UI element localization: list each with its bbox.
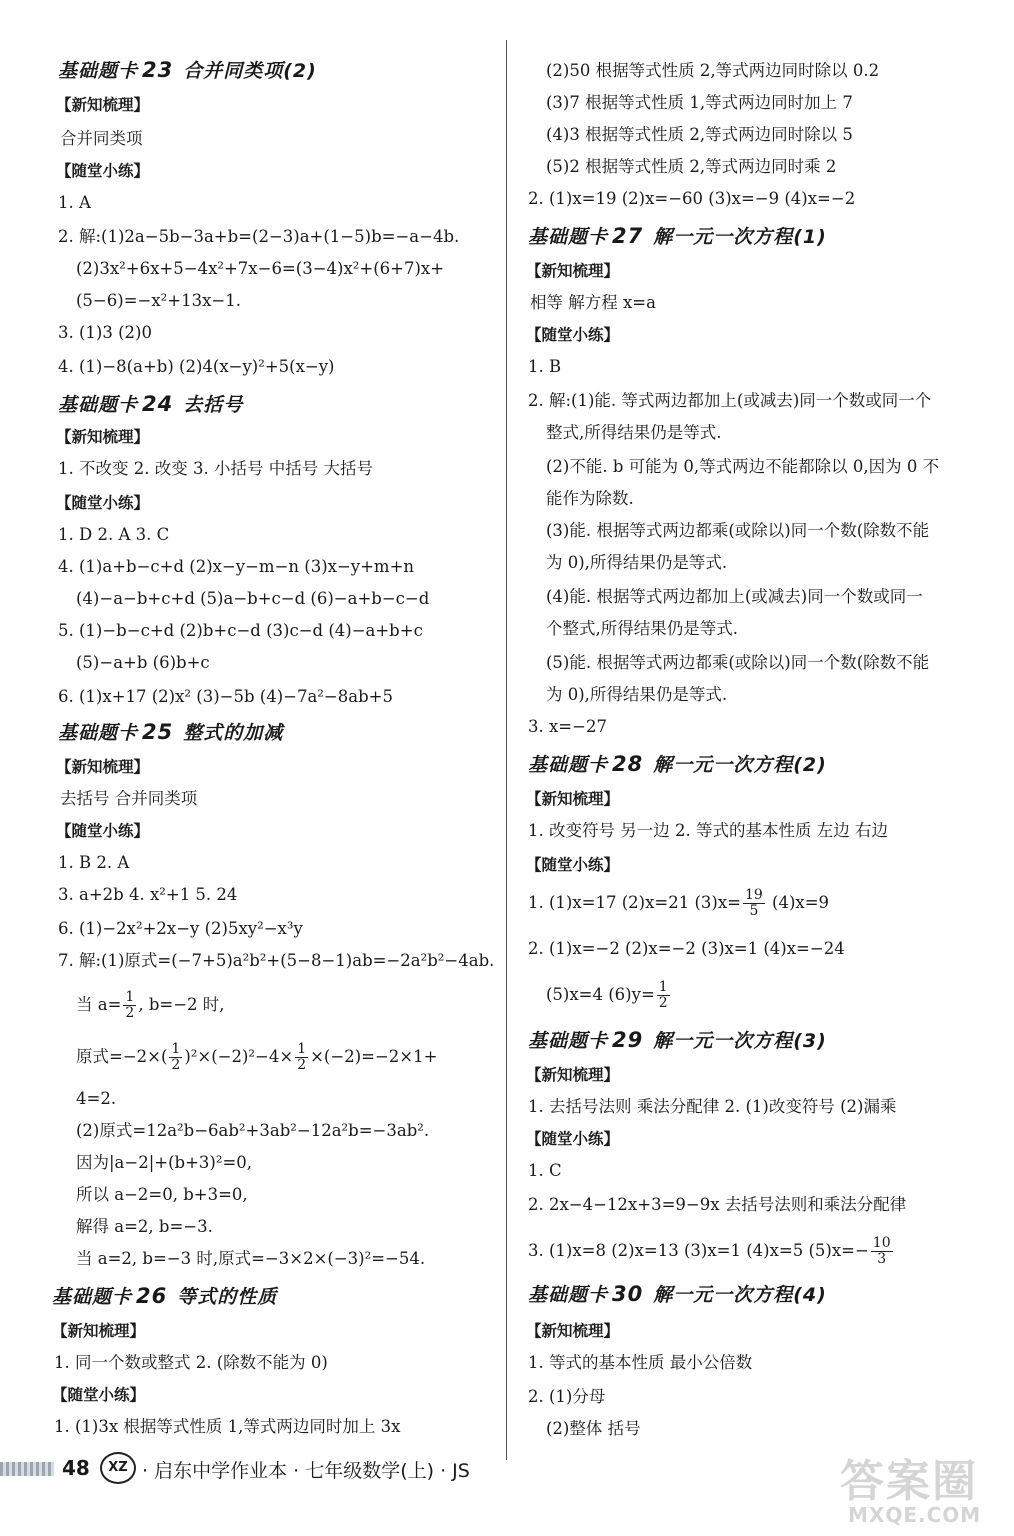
text-line: 7. 解:(1)原式=(−7+5)a²b²+(5−8−1)ab=−2a²b²−4ab.	[58, 951, 495, 970]
math-line: 3. (1)x=8 (2)x=13 (3)x=1 (4)x=5 (5)x=− $\frac{10}{3}$	[528, 1235, 891, 1267]
text-line: 因为|a−2|+(b+3)²=0,	[76, 1153, 253, 1172]
fraction: $\frac{1}{2}$	[171, 1041, 181, 1073]
text-line: 6. (1)x+17 (2)x² (3)−5b (4)−7a²−8ab+5	[58, 687, 393, 706]
text-line: 4. (1)a+b−c+d (2)x−y−m−n (3)x−y+m+n	[58, 557, 415, 576]
text-line: 1. 不改变 2. 改变 3. 小括号 中括号 大括号	[58, 459, 373, 478]
section-heading-30: 基础题卡 30 解一元一次方程(4)	[528, 1282, 827, 1306]
math-line: (5)x=4 (6)y= $\frac{1}{2}$	[546, 979, 668, 1011]
text-line: (2)原式=12a²b−6ab²+3ab²−12a²b=−3ab².	[76, 1121, 430, 1140]
subheading: 【随堂小练】	[56, 494, 150, 512]
text-line: 1. 同一个数或整式 2. (除数不能为 0)	[54, 1353, 328, 1372]
fraction: $\frac{1}{2}$	[658, 979, 668, 1011]
text-line: 去括号 合并同类项	[60, 789, 198, 808]
column-divider	[506, 40, 507, 1460]
text-line: 1. 改变符号 另一边 2. 等式的基本性质 左边 右边	[528, 821, 888, 840]
text-line: 4. (1)−8(a+b) (2)4(x−y)²+5(x−y)	[58, 357, 335, 376]
text-line: (3)能. 根据等式两边都乘(或除以)同一个数(除数不能	[546, 521, 930, 540]
text-line: 3. (1)3 (2)0	[58, 323, 152, 342]
text-line: (5−6)=−x²+13x−1.	[76, 291, 241, 310]
section-heading-27: 基础题卡 27 解一元一次方程(1)	[528, 224, 827, 248]
text-line: 1. A	[58, 193, 91, 212]
text-line: 整式,所得结果仍是等式.	[546, 423, 722, 442]
text-line: (5)能. 根据等式两边都乘(或除以)同一个数(除数不能	[546, 653, 930, 672]
math-line: 当 a= $\frac{1}{2}$ , b=−2 时,	[76, 989, 225, 1021]
text-line: (2)50 根据等式性质 2,等式两边同时除以 0.2	[546, 61, 880, 80]
text-line: 1. D 2. A 3. C	[58, 525, 170, 544]
subheading: 【随堂小练】	[526, 1130, 620, 1148]
subheading: 【新知梳理】	[526, 1066, 620, 1084]
watermark-logo: 答案圈	[840, 1456, 978, 1507]
subheading: 【新知梳理】	[56, 758, 150, 776]
fraction: $\frac{1}{2}$	[297, 1041, 307, 1073]
text-line: 1. B	[528, 357, 562, 376]
text-line: (2)整体 括号	[546, 1419, 641, 1438]
subheading: 【随堂小练】	[56, 822, 150, 840]
text-line: 为 0),所得结果仍是等式.	[546, 553, 728, 572]
section-heading-29: 基础题卡 29 解一元一次方程(3)	[528, 1028, 827, 1052]
subheading: 【随堂小练】	[526, 326, 620, 344]
text-line: 1. C	[528, 1161, 562, 1180]
math-line: 原式=−2×( $\frac{1}{2}$ )²×(−2)²−4× $\frac{1}{2}$ ×(−2)=−2×1+	[76, 1041, 438, 1073]
text-line: 3. x=−27	[528, 717, 607, 736]
text-line: 6. (1)−2x²+2x−y (2)5xy²−x³y	[58, 919, 303, 938]
text-line: (4)−a−b+c+d (5)a−b+c−d (6)−a+b−c−d	[76, 589, 430, 608]
text-line: (4)3 根据等式性质 2,等式两边同时除以 5	[546, 125, 853, 144]
text-line: 1. B 2. A	[58, 853, 130, 872]
text-line: 2. (1)x=19 (2)x=−60 (3)x=−9 (4)x=−2	[528, 189, 856, 208]
text-line: 合并同类项	[60, 129, 143, 148]
fraction: $\frac{1}{2}$	[125, 989, 135, 1021]
text-line: 2. (1)分母	[528, 1387, 606, 1406]
text-line: 为 0),所得结果仍是等式.	[546, 685, 728, 704]
watermark	[830, 1445, 1000, 1531]
text-line: 2. 解:(1)2a−5b−3a+b=(2−3)a+(1−5)b=−a−4b.	[58, 227, 460, 246]
fraction: $\frac{10}{3}$	[872, 1235, 891, 1267]
subheading: 【新知梳理】	[56, 428, 150, 446]
text-line: 解得 a=2, b=−3.	[76, 1217, 213, 1236]
page-number: 48	[62, 1456, 90, 1480]
text-line: (2)不能. b 可能为 0,等式两边不能都除以 0,因为 0 不	[546, 457, 940, 476]
text-line: (5)2 根据等式性质 2,等式两边同时乘 2	[546, 157, 837, 176]
publisher-logo-icon: XZ	[100, 1452, 136, 1484]
text-line: (3)7 根据等式性质 1,等式两边同时加上 7	[546, 93, 853, 112]
text-line: 1. (1)3x 根据等式性质 1,等式两边同时加上 3x	[54, 1417, 401, 1436]
text-line: 5. (1)−b−c+d (2)b+c−d (3)c−d (4)−a+b+c	[58, 621, 423, 640]
text-line: 2. 2x−4−12x+3=9−9x 去括号法则和乘法分配律	[528, 1195, 907, 1214]
subheading: 【随堂小练】	[52, 1386, 146, 1404]
text-line: 能作为除数.	[546, 489, 634, 508]
section-heading-25: 基础题卡 25 整式的加减	[58, 720, 284, 744]
subheading: 【随堂小练】	[526, 856, 620, 874]
subheading: 【新知梳理】	[526, 1322, 620, 1340]
watermark-url: MXQE.COM	[848, 1503, 982, 1527]
text-line: 1. 等式的基本性质 最小公倍数	[528, 1353, 753, 1372]
section-heading-26: 基础题卡 26 等式的性质	[52, 1284, 278, 1308]
text-line: 个整式,所得结果仍是等式.	[546, 619, 738, 638]
section-heading-23: 基础题卡 23 合并同类项(2)	[58, 58, 317, 82]
subheading: 【新知梳理】	[526, 790, 620, 808]
math-line: 1. (1)x=17 (2)x=21 (3)x= $\frac{19}{5}$ (4)x=9	[528, 887, 830, 919]
fraction: $\frac{19}{5}$	[744, 887, 763, 919]
text-line: 所以 a−2=0, b+3=0,	[76, 1185, 248, 1204]
text-line: (5)−a+b (6)b+c	[76, 653, 210, 672]
text-line: 4=2.	[76, 1089, 117, 1108]
text-line: (2)3x²+6x+5−4x²+7x−6=(3−4)x²+(6+7)x+	[76, 259, 445, 278]
text-line: 1. 去括号法则 乘法分配律 2. (1)改变符号 (2)漏乘	[528, 1097, 897, 1116]
section-heading-28: 基础题卡 28 解一元一次方程(2)	[528, 752, 827, 776]
text-line: 相等 解方程 x=a	[530, 293, 656, 312]
subheading: 【新知梳理】	[526, 262, 620, 280]
subheading: 【随堂小练】	[56, 162, 150, 180]
section-heading-24: 基础题卡 24 去括号	[58, 392, 244, 416]
text-line: 2. (1)x=−2 (2)x=−2 (3)x=1 (4)x=−24	[528, 939, 845, 958]
text-line: 当 a=2, b=−3 时,原式=−3×2×(−3)²=−54.	[76, 1249, 426, 1268]
text-line: 3. a+2b 4. x²+1 5. 24	[58, 885, 238, 904]
text-line: (4)能. 根据等式两边都加上(或减去)同一个数或同一	[546, 587, 923, 606]
subheading: 【新知梳理】	[56, 96, 150, 114]
text-line: 2. 解:(1)能. 等式两边都加上(或减去)同一个数或同一个	[528, 391, 932, 410]
footer-decoration-bar	[0, 1462, 54, 1476]
footer-title: · 启东中学作业本 · 七年级数学(上) · JS	[142, 1460, 470, 1482]
subheading: 【新知梳理】	[52, 1322, 146, 1340]
